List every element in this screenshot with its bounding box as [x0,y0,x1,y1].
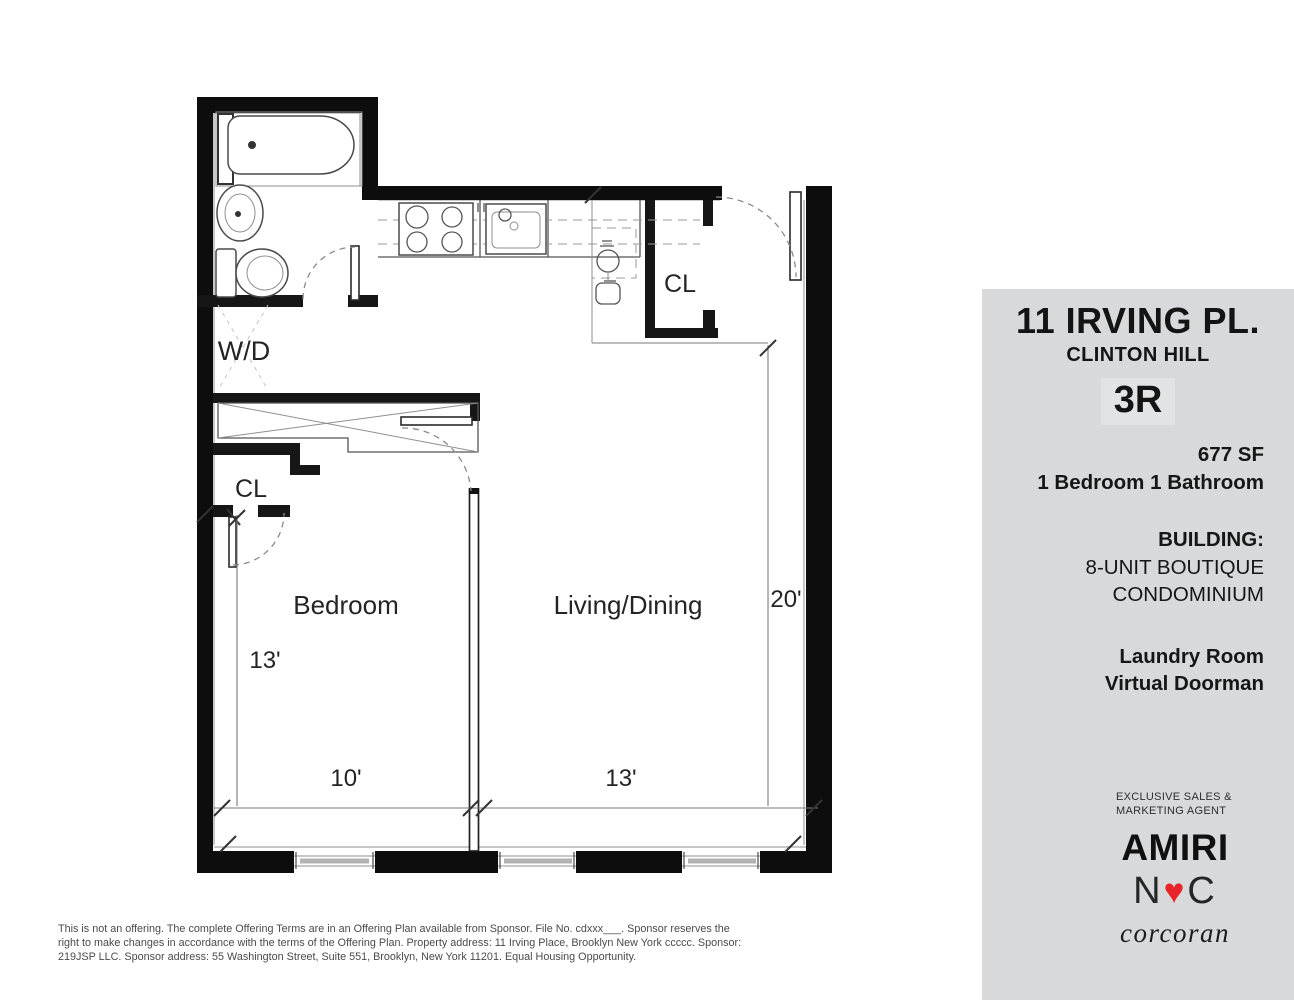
unit-details [1037,441,1264,698]
bathroom-door [303,246,359,300]
living-width-dim: 13' [605,765,637,792]
entry-closet-label: CL [664,270,696,298]
bedroom-closet [227,475,284,567]
brand-name: AMIRI [1121,827,1229,868]
disclaimer-line3: 219JSP LLC. Sponsor address: 55 Washington Street, Suite 551, Brooklyn, New York 11201. Equal Housing Opportunity. [58,950,637,963]
washer-dryer-label: W/D [217,336,271,366]
amenity-laundry: Laundry Room [1119,644,1264,668]
disclaimer-line2: right to make changes in accordance with the terms of the Offering Plan. Property address: 11 Irving Place, Brooklyn New York ccccc. Sponsor: [58,936,742,949]
bedroom-closet-label: CL [235,475,267,503]
info-panel [982,289,1294,1000]
bedroom-width-dim: 10' [330,765,362,792]
stove [399,203,473,255]
brokerage-logo: corcoran [1120,918,1230,948]
window-band [294,852,760,869]
tub-drain [248,141,256,149]
building-label: BUILDING: [1158,528,1264,551]
brand-mark-n: N [1133,870,1163,912]
bathtub [216,112,362,186]
area-size: 677 SF [1197,443,1264,466]
washer-dryer-closet [218,305,270,390]
brand-mark [1114,870,1236,913]
offering-disclaimer [58,923,741,964]
unit-number: 3R [1101,378,1176,425]
window [682,852,760,869]
window [294,852,375,869]
agent-role-line1: EXCLUSIVE SALES & [1116,791,1232,803]
partition-wall [469,488,479,851]
bedroom-door [401,417,472,491]
disclaimer-line1: This is not an offering. The complete Offering Terms are in an Offering Plan available from Sponsor. File No. cdxxx___. Sponsor reserves the [58,923,730,935]
agent-role-line2: MARKETING AGENT [1116,804,1227,817]
amenity-doorman: Virtual Doorman [1104,672,1264,695]
agent-role-label [1114,791,1236,818]
building-line1: 8-UNIT BOUTIQUE [1085,555,1264,579]
heart-icon: ♥ [1163,872,1187,911]
kitchen-sink [478,203,546,254]
agent-logo-block [1114,791,1236,949]
kitchen-appliances [592,228,636,304]
living-depth-dim: 20' [770,586,802,613]
toilet [216,249,288,297]
bedroom-label: Bedroom [293,590,399,620]
window [498,852,576,869]
entry-door [716,192,801,280]
dimension-lines [197,187,822,852]
entry-closet [664,270,696,298]
building-line2: CONDOMINIUM [1112,583,1264,606]
bed-bath-count: 1 Bedroom 1 Bathroom [1037,470,1264,494]
brand-mark-c: C [1187,870,1217,912]
panel-header [982,289,1294,425]
address-title: 11 IRVING PL. [1016,300,1260,341]
bathroom-sink [217,185,263,241]
living-dining-label: Living/Dining [553,590,703,620]
bedroom-depth-dim: 13' [249,647,281,674]
neighborhood-subtitle: CLINTON HILL [1066,343,1210,366]
